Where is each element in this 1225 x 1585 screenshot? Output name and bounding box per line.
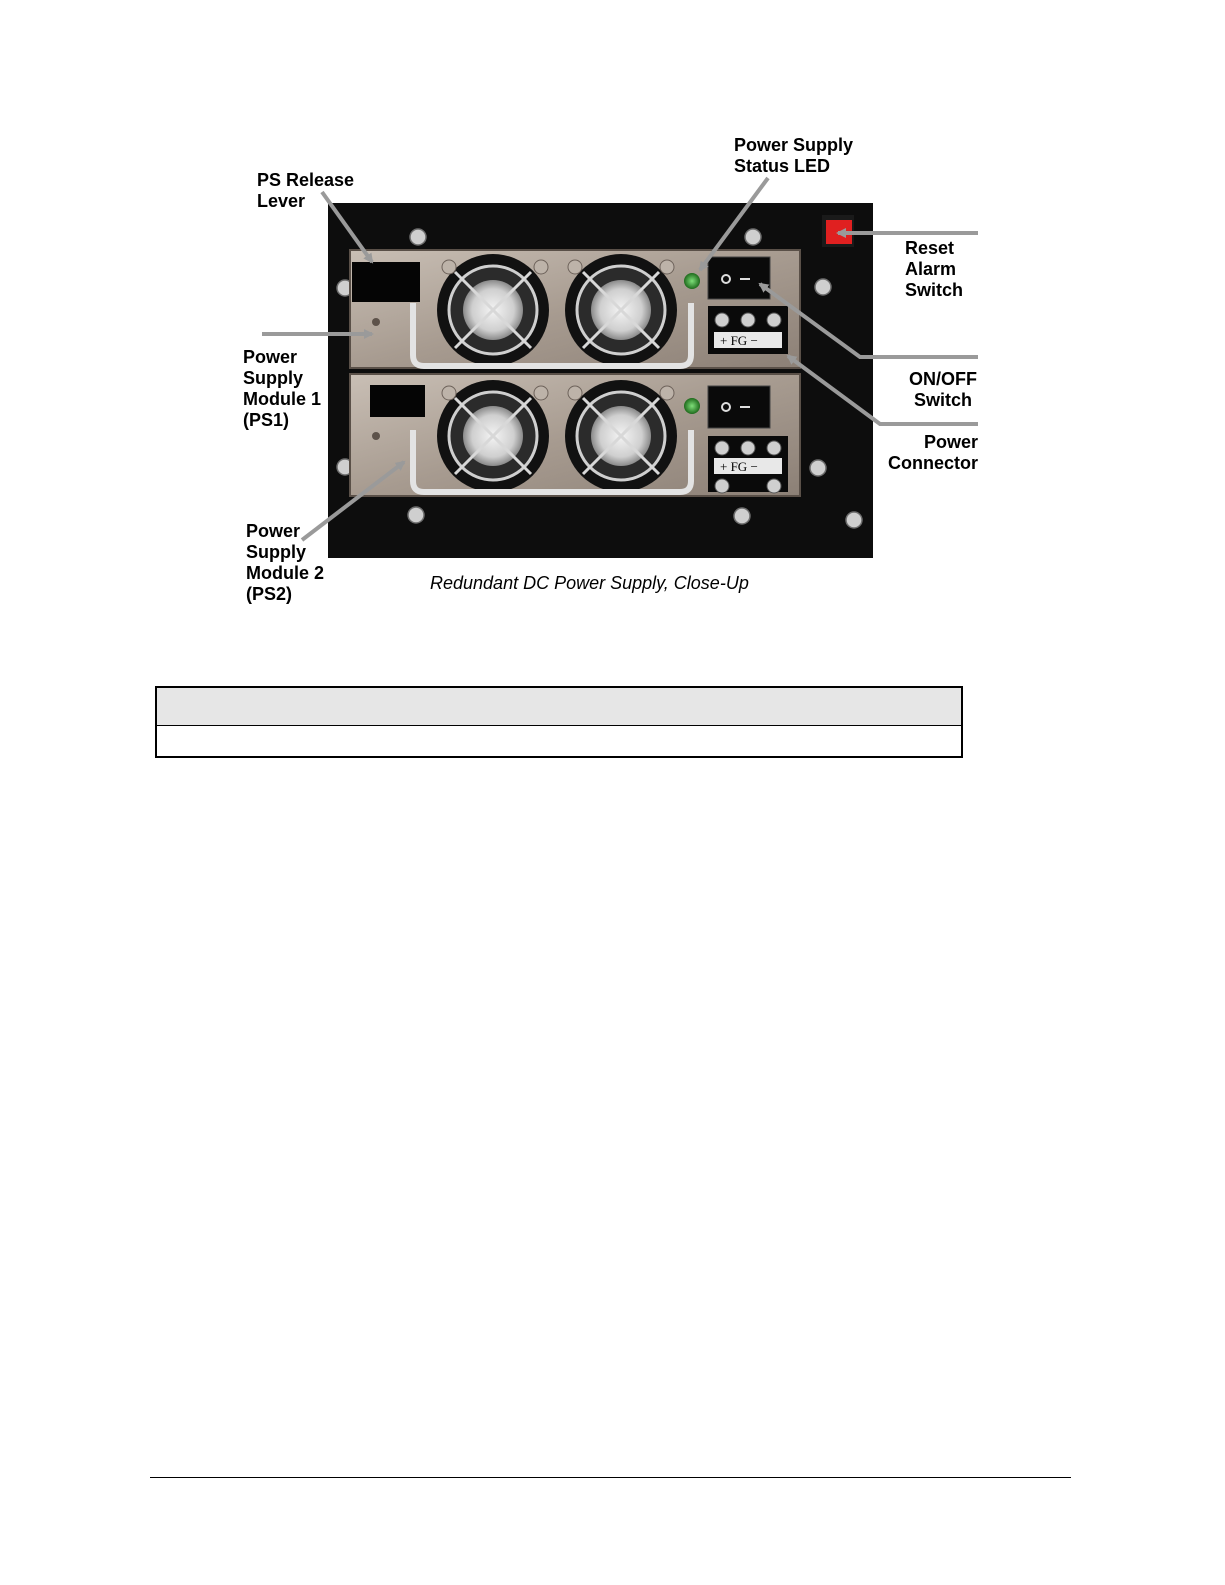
ps2-status-led <box>684 398 700 414</box>
label-power-supply-module-1: Power Supply Module 1 (PS1) <box>243 347 322 430</box>
power-supply-module-2 <box>350 374 800 496</box>
table-header-row <box>157 688 961 726</box>
ps2-terminal-label: + FG − <box>720 459 758 474</box>
footer-rule <box>150 1477 1071 1478</box>
label-ps-release-lever: PS Release Lever <box>257 170 355 211</box>
table-row <box>157 726 961 759</box>
ps1-terminal-label: + FG − <box>720 333 758 348</box>
ps2-release-lever <box>370 385 425 417</box>
power-supply-photo <box>0 0 1225 640</box>
power-supply-module-1 <box>350 250 800 368</box>
ps1-on-off-switch <box>708 257 770 299</box>
label-reset-alarm-switch: Reset Alarm Switch <box>905 238 964 300</box>
label-power-supply-status-led: Power Supply Status LED <box>734 135 854 176</box>
ps2-on-off-switch <box>708 386 770 428</box>
table <box>155 686 963 758</box>
label-on-off-switch: ON/OFF Switch <box>909 369 977 410</box>
label-power-supply-module-2: Power Supply Module 2 (PS2) <box>246 521 325 604</box>
figure-caption: Redundant DC Power Supply, Close-Up <box>430 573 749 593</box>
ps1-release-lever <box>352 262 420 302</box>
label-power-connector: Power Connector <box>888 432 978 473</box>
ps1-status-led <box>684 273 700 289</box>
